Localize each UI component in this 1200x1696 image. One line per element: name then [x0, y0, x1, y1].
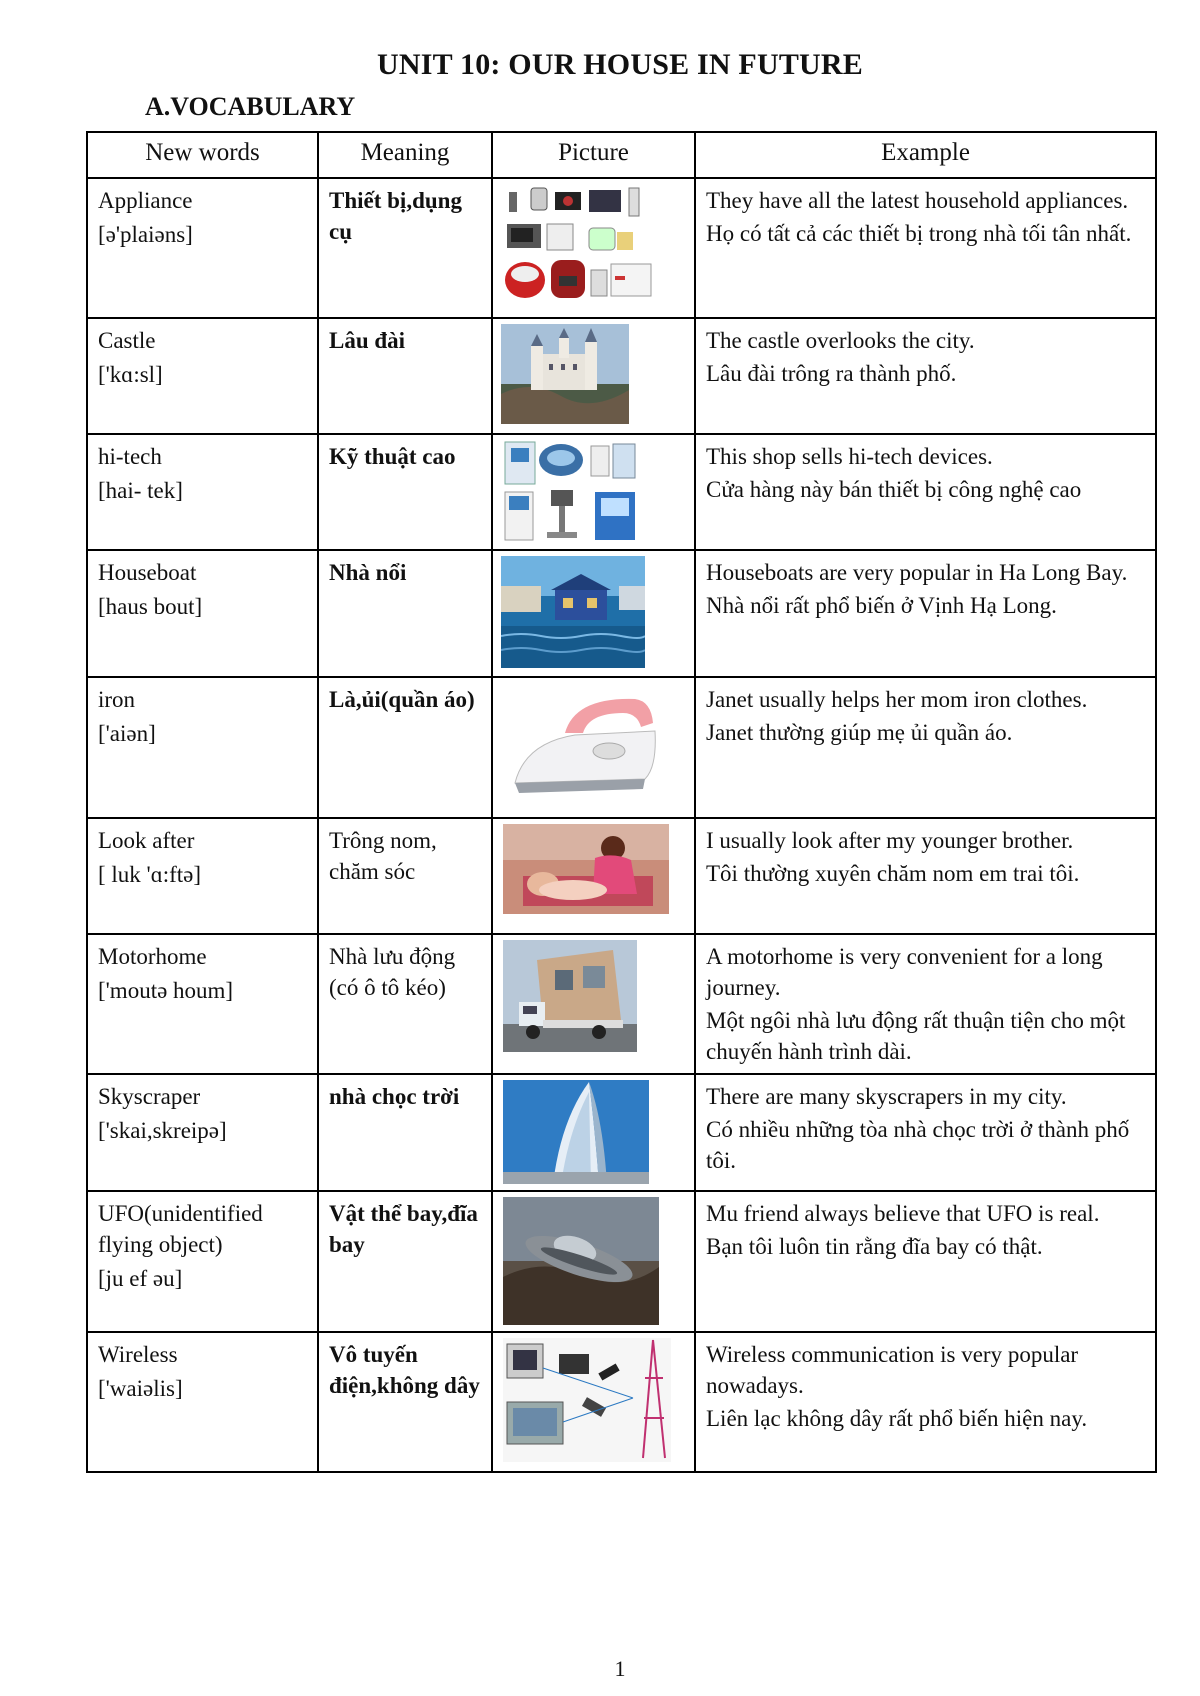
wireless-image — [503, 1338, 671, 1462]
meaning: Trông nom, chăm sóc — [329, 828, 437, 884]
example-en: This shop sells hi-tech devices. — [706, 444, 993, 469]
word-cell — [87, 550, 318, 677]
meaning-cell — [318, 178, 492, 318]
meaning-cell — [318, 434, 492, 550]
word: Wireless — [98, 1342, 178, 1367]
household-appliances-image — [505, 184, 655, 302]
castle-image — [501, 324, 629, 424]
table-row — [87, 818, 1156, 934]
header-example: Example — [695, 132, 1156, 178]
page-number: 1 — [614, 1656, 626, 1681]
ipa: ['kɑ:sl] — [98, 362, 163, 387]
meaning: nhà chọc trời — [329, 1084, 460, 1109]
example-cell — [695, 1332, 1156, 1472]
table-header-row — [87, 132, 1156, 178]
word: hi-tech — [98, 444, 162, 469]
example-en: Mu friend always believe that UFO is real. — [706, 1201, 1100, 1226]
header-meaning: Meaning — [318, 132, 492, 178]
example-vi: Một ngôi nhà lưu động rất thuận tiện cho một chuyến hành trình dài. — [706, 1008, 1126, 1064]
meaning-cell — [318, 818, 492, 934]
table-row — [87, 1332, 1156, 1472]
meaning-cell — [318, 934, 492, 1074]
meaning: Nhà nổi — [329, 560, 407, 585]
table-row — [87, 318, 1156, 434]
example-cell — [695, 1074, 1156, 1191]
example-en: A motorhome is very convenient for a long journey. — [706, 944, 1103, 1000]
meaning: Kỹ thuật cao — [329, 444, 456, 469]
ipa: [haus bout] — [98, 594, 203, 619]
word: Houseboat — [98, 560, 197, 585]
ipa: [ə'plaiəns] — [98, 222, 193, 247]
header-new-words: New words — [87, 132, 318, 178]
ipa: ['aiən] — [98, 721, 156, 746]
word-cell — [87, 1332, 318, 1472]
table-row — [87, 1191, 1156, 1332]
meaning: Vô tuyến điện,không dây — [329, 1342, 480, 1398]
word: Motorhome — [98, 944, 207, 969]
ipa: [ luk 'ɑ:ftə] — [98, 862, 202, 887]
picture-cell — [492, 1074, 695, 1191]
word: UFO(unidentified flying object) — [98, 1201, 263, 1257]
table-row — [87, 178, 1156, 318]
vocabulary-table — [86, 131, 1157, 1473]
word-cell — [87, 1074, 318, 1191]
example-vi: Nhà nổi rất phổ biến ở Vịnh Hạ Long. — [706, 593, 1057, 618]
section-heading: A.VOCABULARY — [145, 92, 356, 121]
meaning-cell — [318, 1074, 492, 1191]
ufo-image — [503, 1197, 659, 1325]
meaning: Thiết bị,dụng cụ — [329, 188, 462, 244]
ipa: ['skai,skreipə] — [98, 1118, 227, 1143]
example-vi: Cửa hàng này bán thiết bị công nghệ cao — [706, 477, 1082, 502]
example-en: There are many skyscrapers in my city. — [706, 1084, 1067, 1109]
example-en: The castle overlooks the city. — [706, 328, 975, 353]
example-en: They have all the latest household appliances. — [706, 188, 1129, 213]
skyscraper-image — [503, 1080, 649, 1184]
meaning: Vật thể bay,đĩa bay — [329, 1201, 478, 1257]
example-vi: Tôi thường xuyên chăm nom em trai tôi. — [706, 861, 1080, 886]
example-cell — [695, 818, 1156, 934]
meaning: Là,ủi(quần áo) — [329, 687, 475, 712]
table-row — [87, 550, 1156, 677]
ipa: ['moutə houm] — [98, 978, 234, 1003]
ipa: [hai- tek] — [98, 478, 183, 503]
word-cell — [87, 1191, 318, 1332]
ipa: ['waiəlis] — [98, 1376, 183, 1401]
picture-cell — [492, 818, 695, 934]
example-en: Wireless communication is very popular nowadays. — [706, 1342, 1079, 1398]
table-row — [87, 434, 1156, 550]
table-row — [87, 934, 1156, 1074]
example-en: Janet usually helps her mom iron clothes. — [706, 687, 1088, 712]
word-cell — [87, 677, 318, 818]
example-vi: Janet thường giúp mẹ ủi quần áo. — [706, 720, 1013, 745]
example-cell — [695, 178, 1156, 318]
page-title: UNIT 10: OUR HOUSE IN FUTURE — [377, 48, 863, 81]
houseboat-image — [501, 556, 645, 668]
example-cell — [695, 318, 1156, 434]
header-picture: Picture — [492, 132, 695, 178]
word: Skyscraper — [98, 1084, 201, 1109]
word-cell — [87, 934, 318, 1074]
ipa: [ju ef əu] — [98, 1266, 183, 1291]
example-cell — [695, 677, 1156, 818]
meaning: Lâu đài — [329, 328, 406, 353]
meaning-cell — [318, 550, 492, 677]
example-vi: Có nhiều những tòa nhà chọc trời ở thành phố tôi. — [706, 1117, 1130, 1173]
word-cell — [87, 318, 318, 434]
picture-cell — [492, 318, 695, 434]
meaning: Nhà lưu động (có ô tô kéo) — [329, 944, 456, 1000]
picture-cell — [492, 1332, 695, 1472]
picture-cell — [492, 1191, 695, 1332]
word: Castle — [98, 328, 156, 353]
iron-image — [505, 683, 661, 803]
picture-cell — [492, 934, 695, 1074]
word: Look after — [98, 828, 195, 853]
meaning-cell — [318, 1191, 492, 1332]
hi-tech-devices-image — [503, 440, 639, 544]
example-vi: Liên lạc không dây rất phổ biến hiện nay. — [706, 1406, 1088, 1431]
example-en: I usually look after my younger brother. — [706, 828, 1074, 853]
table-row — [87, 677, 1156, 818]
meaning-cell — [318, 1332, 492, 1472]
example-vi: Họ có tất cả các thiết bị trong nhà tối tân nhất. — [706, 221, 1132, 246]
picture-cell — [492, 677, 695, 818]
example-cell — [695, 550, 1156, 677]
example-vi: Lâu đài trông ra thành phố. — [706, 361, 957, 386]
picture-cell — [492, 178, 695, 318]
word-cell — [87, 178, 318, 318]
example-cell — [695, 1191, 1156, 1332]
meaning-cell — [318, 677, 492, 818]
example-vi: Bạn tôi luôn tin rằng đĩa bay có thật. — [706, 1234, 1043, 1259]
example-cell — [695, 434, 1156, 550]
table-row — [87, 1074, 1156, 1191]
look-after-image — [503, 824, 669, 914]
meaning-cell — [318, 318, 492, 434]
motorhome-image — [503, 940, 637, 1052]
picture-cell — [492, 550, 695, 677]
example-cell — [695, 934, 1156, 1074]
example-en: Houseboats are very popular in Ha Long Bay. — [706, 560, 1128, 585]
word: iron — [98, 687, 136, 712]
picture-cell — [492, 434, 695, 550]
word: Appliance — [98, 188, 193, 213]
word-cell — [87, 818, 318, 934]
word-cell — [87, 434, 318, 550]
